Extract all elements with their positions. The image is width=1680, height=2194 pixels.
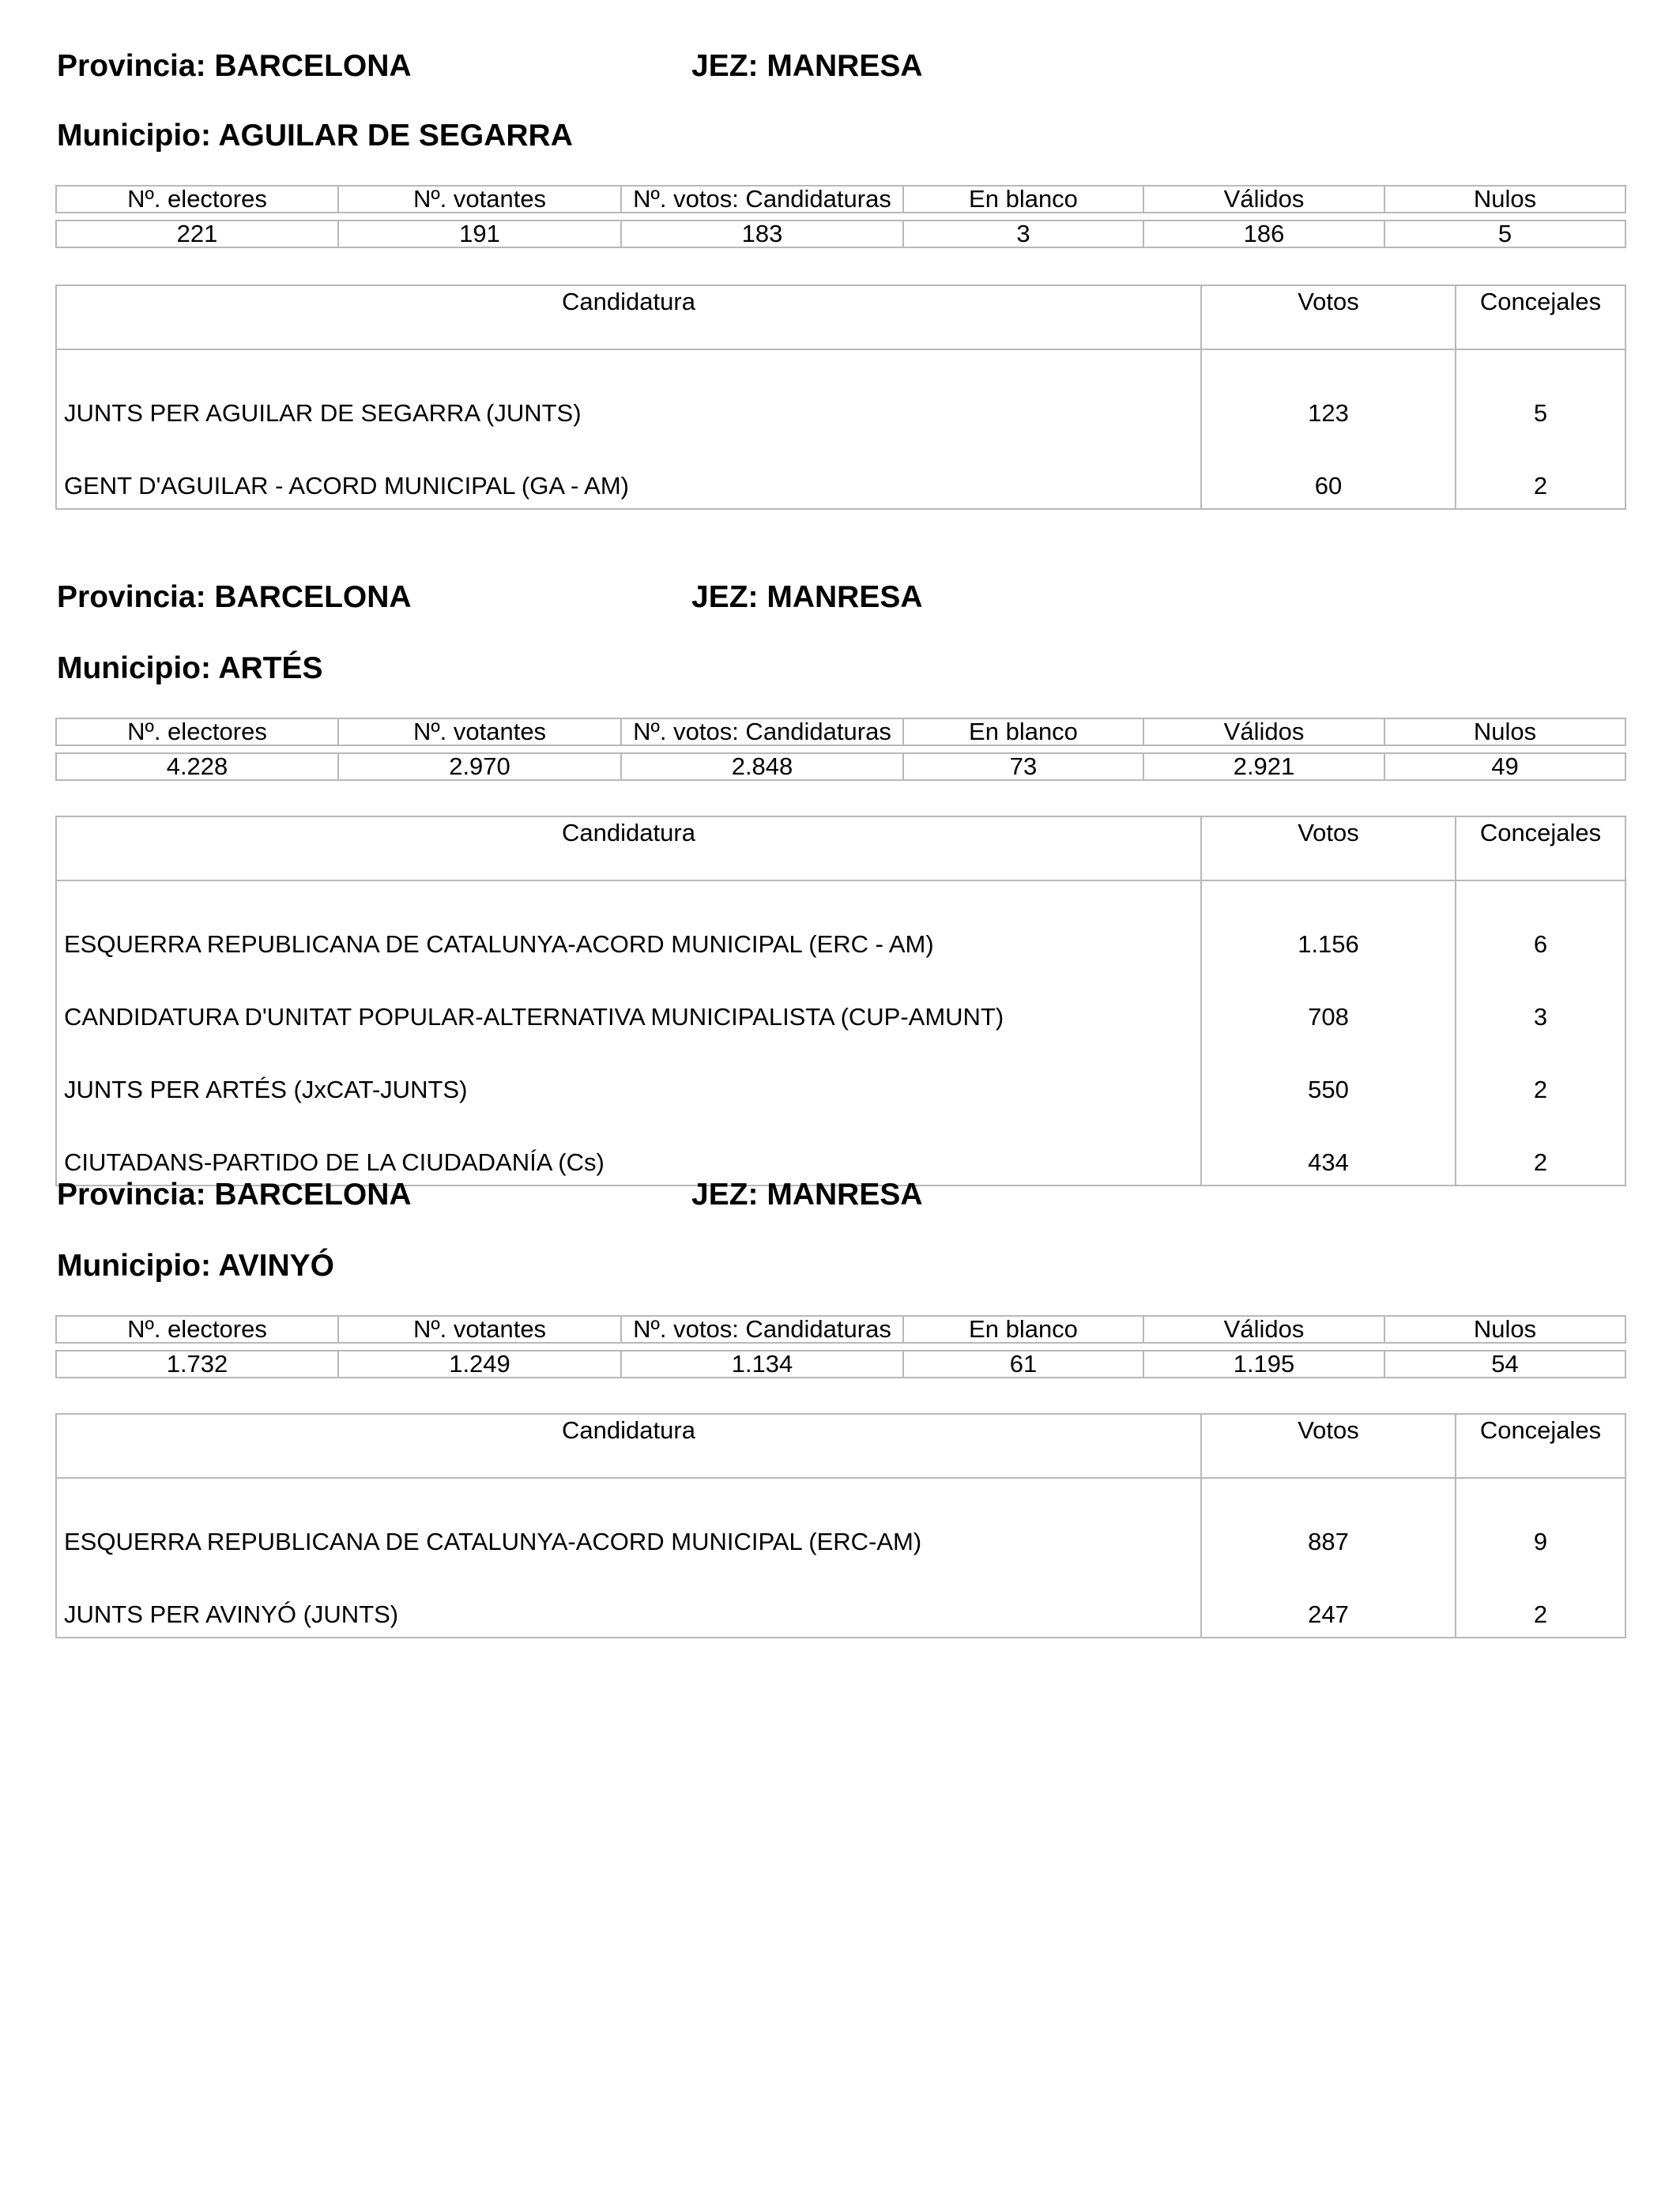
value-electores: 1.732 [56,1351,338,1378]
table-row [56,349,1625,435]
header-en-blanco: En blanco [903,186,1143,213]
candidatura-concejales: 6 [1456,880,1625,967]
summary-value-row [56,753,1625,780]
table-row [56,880,1625,967]
candidatura-votos: 708 [1201,967,1456,1039]
value-electores: 221 [56,221,338,247]
municipio-title: Municipio: AVINYÓ [57,1249,334,1283]
candidatura-concejales: 2 [1456,1564,1625,1638]
candidatura-concejales: 5 [1456,349,1625,435]
municipio-title: Municipio: ARTÉS [57,651,323,685]
header-votos: Votos [1201,816,1456,880]
value-votos-candidaturas: 183 [621,221,903,247]
value-votos-candidaturas: 1.134 [621,1351,903,1378]
header-nulos: Nulos [1384,1316,1625,1343]
value-en-blanco: 73 [903,753,1143,780]
municipality-section [55,580,1625,1176]
candidatura-name: JUNTS PER AVINYÓ (JUNTS) [64,1600,399,1628]
candidatura-concejales: 2 [1456,435,1625,509]
table-row [56,1112,1625,1186]
candidatura-votos: 1.156 [1201,880,1456,967]
header-candidatura: Candidatura [56,816,1201,880]
table-row [56,435,1625,509]
value-en-blanco: 61 [903,1351,1143,1378]
value-votantes: 191 [338,221,621,247]
summary-table [55,185,1626,248]
candidatura-name: JUNTS PER ARTÉS (JxCAT-JUNTS) [64,1076,468,1103]
candidatura-concejales: 2 [1456,1112,1625,1186]
table-row [56,1564,1625,1638]
section-header [55,580,1625,628]
value-votantes: 2.970 [338,753,621,780]
header-candidatura: Candidatura [56,285,1201,349]
header-validos: Válidos [1143,1316,1384,1343]
jez-label: JEZ: MANRESA [691,49,923,83]
candidatura-concejales: 3 [1456,967,1625,1039]
header-concejales: Concejales [1456,1414,1625,1478]
candidatura-concejales: 9 [1456,1478,1625,1564]
candidaturas-table [55,816,1626,1186]
candidatura-concejales: 2 [1456,1039,1625,1112]
value-nulos: 49 [1384,753,1625,780]
header-votos-candidaturas: Nº. votos: Candidaturas [621,186,903,213]
header-en-blanco: En blanco [903,718,1143,745]
table-row [56,1478,1625,1564]
table-row [56,967,1625,1039]
header-concejales: Concejales [1456,816,1625,880]
candidatura-name: JUNTS PER AGUILAR DE SEGARRA (JUNTS) [64,399,582,427]
candidaturas-header-row [56,285,1625,349]
section-header [55,49,1625,96]
value-electores: 4.228 [56,753,338,780]
candidatura-name: ESQUERRA REPUBLICANA DE CATALUNYA-ACORD MUNICIPAL (ERC - AM) [64,930,934,958]
municipio-title: Municipio: AGUILAR DE SEGARRA [57,119,573,153]
provincia-label: Provincia: BARCELONA [57,1178,412,1212]
provincia-label: Provincia: BARCELONA [57,49,412,83]
header-validos: Válidos [1143,718,1384,745]
candidatura-name: CANDIDATURA D'UNITAT POPULAR-ALTERNATIVA MUNICIPALISTA (CUP-AMUNT) [64,1003,1004,1031]
summary-header-row [56,718,1625,745]
value-votos-candidaturas: 2.848 [621,753,903,780]
candidaturas-table [55,285,1626,510]
candidatura-name: CIUTADANS-PARTIDO DE LA CIUDADANÍA (Cs) [64,1148,605,1176]
candidatura-votos: 60 [1201,435,1456,509]
summary-value-row [56,1351,1625,1378]
value-votantes: 1.249 [338,1351,621,1378]
summary-header-row [56,186,1625,213]
header-votos: Votos [1201,1414,1456,1478]
summary-value-row [56,221,1625,247]
header-votos-candidaturas: Nº. votos: Candidaturas [621,1316,903,1343]
candidatura-name: GENT D'AGUILAR - ACORD MUNICIPAL (GA - AM) [64,472,629,499]
candidatura-votos: 123 [1201,349,1456,435]
value-nulos: 5 [1384,221,1625,247]
table-row [56,1039,1625,1112]
header-electores: Nº. electores [56,1316,338,1343]
value-validos: 1.195 [1143,1351,1384,1378]
candidatura-votos: 887 [1201,1478,1456,1564]
summary-table [55,718,1626,781]
header-votantes: Nº. votantes [338,186,621,213]
header-votos: Votos [1201,285,1456,349]
header-votantes: Nº. votantes [338,718,621,745]
summary-table [55,1315,1626,1378]
section-header [55,1178,1625,1225]
municipality-section [55,49,1625,499]
header-votantes: Nº. votantes [338,1316,621,1343]
header-electores: Nº. electores [56,186,338,213]
candidatura-name: ESQUERRA REPUBLICANA DE CATALUNYA-ACORD MUNICIPAL (ERC-AM) [64,1528,922,1555]
value-validos: 2.921 [1143,753,1384,780]
header-nulos: Nulos [1384,718,1625,745]
jez-label: JEZ: MANRESA [691,580,923,614]
header-electores: Nº. electores [56,718,338,745]
summary-header-row [56,1316,1625,1343]
candidaturas-table [55,1413,1626,1638]
header-candidatura: Candidatura [56,1414,1201,1478]
candidaturas-header-row [56,816,1625,880]
header-nulos: Nulos [1384,186,1625,213]
candidatura-votos: 434 [1201,1112,1456,1186]
candidatura-votos: 247 [1201,1564,1456,1638]
header-concejales: Concejales [1456,285,1625,349]
provincia-label: Provincia: BARCELONA [57,580,412,614]
value-nulos: 54 [1384,1351,1625,1378]
header-validos: Válidos [1143,186,1384,213]
municipality-section [55,1178,1625,1628]
jez-label: JEZ: MANRESA [691,1178,923,1212]
candidatura-votos: 550 [1201,1039,1456,1112]
value-en-blanco: 3 [903,221,1143,247]
header-votos-candidaturas: Nº. votos: Candidaturas [621,718,903,745]
candidaturas-header-row [56,1414,1625,1478]
value-validos: 186 [1143,221,1384,247]
header-en-blanco: En blanco [903,1316,1143,1343]
